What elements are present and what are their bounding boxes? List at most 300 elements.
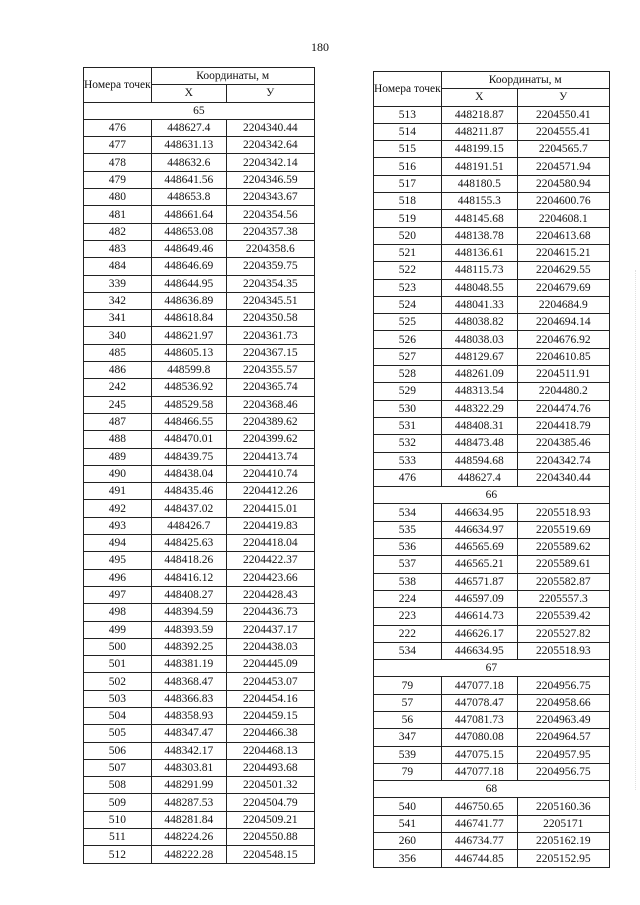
point-number-cell: 540 bbox=[374, 798, 442, 815]
x-coordinate-cell: 448644.95 bbox=[151, 275, 226, 292]
y-coordinate-cell: 2205527.82 bbox=[517, 625, 609, 642]
table-row bbox=[84, 846, 315, 863]
x-coordinate-cell: 448180.5 bbox=[441, 175, 517, 192]
table-row bbox=[84, 638, 315, 655]
table-row bbox=[84, 292, 315, 309]
section-label: 68 bbox=[374, 781, 610, 798]
x-coordinate-cell: 448381.19 bbox=[151, 656, 226, 673]
point-number-cell: 494 bbox=[84, 535, 152, 552]
x-coordinate-cell: 448618.84 bbox=[151, 310, 226, 327]
x-coordinate-cell: 446734.77 bbox=[441, 833, 517, 850]
point-number-cell: 260 bbox=[374, 833, 442, 850]
table-row bbox=[374, 314, 610, 331]
x-coordinate-cell: 448145.68 bbox=[441, 210, 517, 227]
point-number-cell: 509 bbox=[84, 794, 152, 811]
header-x: X bbox=[151, 85, 226, 102]
page-number: 180 bbox=[311, 40, 329, 54]
x-coordinate-cell: 448303.81 bbox=[151, 759, 226, 776]
y-coordinate-cell: 2205589.62 bbox=[517, 539, 609, 556]
table-row bbox=[84, 552, 315, 569]
x-coordinate-cell: 448366.83 bbox=[151, 690, 226, 707]
x-coordinate-cell: 447075.15 bbox=[441, 746, 517, 763]
y-coordinate-cell: 2204428.43 bbox=[226, 586, 314, 603]
x-coordinate-cell: 446634.95 bbox=[441, 504, 517, 521]
x-coordinate-cell: 448368.47 bbox=[151, 673, 226, 690]
point-number-cell: 532 bbox=[374, 435, 442, 452]
x-coordinate-cell: 448653.8 bbox=[151, 189, 226, 206]
x-coordinate-cell: 448636.89 bbox=[151, 292, 226, 309]
table-row bbox=[84, 275, 315, 292]
x-coordinate-cell: 448199.15 bbox=[441, 141, 517, 158]
y-coordinate-cell: 2204342.14 bbox=[226, 154, 314, 171]
point-number-cell: 222 bbox=[374, 625, 442, 642]
y-coordinate-cell: 2204504.79 bbox=[226, 794, 314, 811]
point-number-cell: 517 bbox=[374, 175, 442, 192]
point-number-cell: 513 bbox=[374, 106, 442, 123]
point-number-cell: 497 bbox=[84, 586, 152, 603]
y-coordinate-cell: 2204550.88 bbox=[226, 829, 314, 846]
x-coordinate-cell: 446634.95 bbox=[441, 642, 517, 659]
x-coordinate-cell: 448661.64 bbox=[151, 206, 226, 223]
x-coordinate-cell: 448605.13 bbox=[151, 344, 226, 361]
y-coordinate-cell: 2204548.15 bbox=[226, 846, 314, 863]
table-row bbox=[84, 811, 315, 828]
x-coordinate-cell: 448218.87 bbox=[441, 106, 517, 123]
table-row bbox=[374, 175, 610, 192]
table-row bbox=[84, 327, 315, 344]
right-table-body bbox=[374, 106, 610, 867]
x-coordinate-cell: 448392.25 bbox=[151, 638, 226, 655]
y-coordinate-cell: 2204438.03 bbox=[226, 638, 314, 655]
x-coordinate-cell: 446597.09 bbox=[441, 590, 517, 607]
point-number-cell: 539 bbox=[374, 746, 442, 763]
point-number-cell: 482 bbox=[84, 223, 152, 240]
x-coordinate-cell: 448287.53 bbox=[151, 794, 226, 811]
table-row bbox=[374, 850, 610, 867]
scan-edge-marks bbox=[629, 270, 636, 790]
table-row bbox=[374, 106, 610, 123]
x-coordinate-cell: 448211.87 bbox=[441, 123, 517, 140]
y-coordinate-cell: 2204956.75 bbox=[517, 763, 609, 780]
point-number-cell: 505 bbox=[84, 725, 152, 742]
table-row bbox=[374, 331, 610, 348]
y-coordinate-cell: 2204354.56 bbox=[226, 206, 314, 223]
section-label: 65 bbox=[84, 102, 315, 119]
x-coordinate-cell: 448394.59 bbox=[151, 604, 226, 621]
point-number-cell: 486 bbox=[84, 362, 152, 379]
y-coordinate-cell: 2204615.21 bbox=[517, 244, 609, 261]
y-coordinate-cell: 2204565.7 bbox=[517, 141, 609, 158]
table-row bbox=[374, 262, 610, 279]
table-row bbox=[374, 348, 610, 365]
header-y: У bbox=[517, 89, 609, 106]
x-coordinate-cell: 448408.27 bbox=[151, 586, 226, 603]
table-row bbox=[374, 227, 610, 244]
table-row bbox=[374, 210, 610, 227]
x-coordinate-cell: 447077.18 bbox=[441, 677, 517, 694]
table-row bbox=[84, 379, 315, 396]
table-row bbox=[374, 815, 610, 832]
section-row bbox=[374, 487, 610, 504]
point-number-cell: 528 bbox=[374, 366, 442, 383]
table-row bbox=[84, 431, 315, 448]
point-number-cell: 538 bbox=[374, 573, 442, 590]
table-row bbox=[84, 154, 315, 171]
x-coordinate-cell: 447081.73 bbox=[441, 711, 517, 728]
x-coordinate-cell: 448439.75 bbox=[151, 448, 226, 465]
point-number-cell: 480 bbox=[84, 189, 152, 206]
x-coordinate-cell: 448646.69 bbox=[151, 258, 226, 275]
x-coordinate-cell: 448594.68 bbox=[441, 452, 517, 469]
table-row bbox=[374, 729, 610, 746]
y-coordinate-cell: 2204367.15 bbox=[226, 344, 314, 361]
point-number-cell: 501 bbox=[84, 656, 152, 673]
table-row bbox=[374, 469, 610, 486]
point-number-cell: 533 bbox=[374, 452, 442, 469]
y-coordinate-cell: 2204365.74 bbox=[226, 379, 314, 396]
point-number-cell: 503 bbox=[84, 690, 152, 707]
y-coordinate-cell: 2204474.76 bbox=[517, 400, 609, 417]
x-coordinate-cell: 448041.33 bbox=[441, 296, 517, 313]
y-coordinate-cell: 2204608.1 bbox=[517, 210, 609, 227]
table-row bbox=[374, 193, 610, 210]
y-coordinate-cell: 2204963.49 bbox=[517, 711, 609, 728]
table-row bbox=[374, 244, 610, 261]
y-coordinate-cell: 2204399.62 bbox=[226, 431, 314, 448]
y-coordinate-cell: 2204555.41 bbox=[517, 123, 609, 140]
point-number-cell: 525 bbox=[374, 314, 442, 331]
table-row bbox=[84, 569, 315, 586]
point-number-cell: 491 bbox=[84, 483, 152, 500]
table-row bbox=[374, 711, 610, 728]
y-coordinate-cell: 2204580.94 bbox=[517, 175, 609, 192]
left-table-body bbox=[84, 102, 315, 863]
table-row bbox=[374, 158, 610, 175]
point-number-cell: 520 bbox=[374, 227, 442, 244]
y-coordinate-cell: 2204493.68 bbox=[226, 759, 314, 776]
table-row bbox=[374, 296, 610, 313]
point-number-cell: 519 bbox=[374, 210, 442, 227]
table-row bbox=[84, 517, 315, 534]
table-row bbox=[374, 625, 610, 642]
x-coordinate-cell: 448138.78 bbox=[441, 227, 517, 244]
table-row bbox=[374, 504, 610, 521]
x-coordinate-cell: 448466.55 bbox=[151, 413, 226, 430]
x-coordinate-cell: 448281.84 bbox=[151, 811, 226, 828]
table-row bbox=[84, 586, 315, 603]
table-row bbox=[84, 707, 315, 724]
table-row bbox=[84, 258, 315, 275]
point-number-cell: 516 bbox=[374, 158, 442, 175]
section-label: 66 bbox=[374, 487, 610, 504]
x-coordinate-cell: 448649.46 bbox=[151, 240, 226, 257]
table-row bbox=[84, 362, 315, 379]
table-row bbox=[84, 119, 315, 136]
point-number-cell: 524 bbox=[374, 296, 442, 313]
y-coordinate-cell: 2204389.62 bbox=[226, 413, 314, 430]
x-coordinate-cell: 448627.4 bbox=[151, 119, 226, 136]
x-coordinate-cell: 448632.6 bbox=[151, 154, 226, 171]
x-coordinate-cell: 448529.58 bbox=[151, 396, 226, 413]
header-coordinates: Координаты, м bbox=[441, 72, 609, 89]
y-coordinate-cell: 2204418.04 bbox=[226, 535, 314, 552]
x-coordinate-cell: 448437.02 bbox=[151, 500, 226, 517]
point-number-cell: 224 bbox=[374, 590, 442, 607]
point-number-cell: 522 bbox=[374, 262, 442, 279]
header-point-numbers: Номера точек bbox=[84, 68, 152, 103]
point-number-cell: 79 bbox=[374, 763, 442, 780]
point-number-cell: 223 bbox=[374, 608, 442, 625]
x-coordinate-cell: 448641.56 bbox=[151, 171, 226, 188]
point-number-cell: 481 bbox=[84, 206, 152, 223]
x-coordinate-cell: 448038.82 bbox=[441, 314, 517, 331]
table-row bbox=[84, 535, 315, 552]
table-row bbox=[84, 742, 315, 759]
table-row bbox=[374, 573, 610, 590]
x-coordinate-cell: 448435.46 bbox=[151, 483, 226, 500]
y-coordinate-cell: 2204613.68 bbox=[517, 227, 609, 244]
point-number-cell: 514 bbox=[374, 123, 442, 140]
x-coordinate-cell: 448473.48 bbox=[441, 435, 517, 452]
point-number-cell: 535 bbox=[374, 521, 442, 538]
x-coordinate-cell: 448191.51 bbox=[441, 158, 517, 175]
y-coordinate-cell: 2205557.3 bbox=[517, 590, 609, 607]
y-coordinate-cell: 2204340.44 bbox=[226, 119, 314, 136]
table-row bbox=[374, 763, 610, 780]
point-number-cell: 502 bbox=[84, 673, 152, 690]
point-number-cell: 479 bbox=[84, 171, 152, 188]
coordinates-table-left bbox=[83, 67, 315, 864]
y-coordinate-cell: 2204956.75 bbox=[517, 677, 609, 694]
y-coordinate-cell: 2204346.59 bbox=[226, 171, 314, 188]
point-number-cell: 242 bbox=[84, 379, 152, 396]
point-number-cell: 245 bbox=[84, 396, 152, 413]
y-coordinate-cell: 2204459.15 bbox=[226, 707, 314, 724]
point-number-cell: 56 bbox=[374, 711, 442, 728]
y-coordinate-cell: 2204418.79 bbox=[517, 417, 609, 434]
y-coordinate-cell: 2204501.32 bbox=[226, 777, 314, 794]
table-row bbox=[84, 725, 315, 742]
x-coordinate-cell: 447080.08 bbox=[441, 729, 517, 746]
point-number-cell: 356 bbox=[374, 850, 442, 867]
x-coordinate-cell: 448438.04 bbox=[151, 465, 226, 482]
x-coordinate-cell: 448342.17 bbox=[151, 742, 226, 759]
table-row bbox=[374, 746, 610, 763]
y-coordinate-cell: 2205162.19 bbox=[517, 833, 609, 850]
y-coordinate-cell: 2205539.42 bbox=[517, 608, 609, 625]
header-y: У bbox=[226, 85, 314, 102]
x-coordinate-cell: 448393.59 bbox=[151, 621, 226, 638]
table-row bbox=[374, 383, 610, 400]
point-number-cell: 477 bbox=[84, 137, 152, 154]
y-coordinate-cell: 2204385.46 bbox=[517, 435, 609, 452]
y-coordinate-cell: 2204676.92 bbox=[517, 331, 609, 348]
point-number-cell: 518 bbox=[374, 193, 442, 210]
table-row bbox=[84, 137, 315, 154]
point-number-cell: 483 bbox=[84, 240, 152, 257]
y-coordinate-cell: 2205589.61 bbox=[517, 556, 609, 573]
x-coordinate-cell: 448426.7 bbox=[151, 517, 226, 534]
point-number-cell: 478 bbox=[84, 154, 152, 171]
x-coordinate-cell: 448038.03 bbox=[441, 331, 517, 348]
point-number-cell: 339 bbox=[84, 275, 152, 292]
point-number-cell: 499 bbox=[84, 621, 152, 638]
x-coordinate-cell: 448261.09 bbox=[441, 366, 517, 383]
point-number-cell: 529 bbox=[374, 383, 442, 400]
y-coordinate-cell: 2204445.09 bbox=[226, 656, 314, 673]
table-row bbox=[374, 400, 610, 417]
point-number-cell: 495 bbox=[84, 552, 152, 569]
y-coordinate-cell: 2204355.57 bbox=[226, 362, 314, 379]
x-coordinate-cell: 448416.12 bbox=[151, 569, 226, 586]
y-coordinate-cell: 2204419.83 bbox=[226, 517, 314, 534]
y-coordinate-cell: 2204694.14 bbox=[517, 314, 609, 331]
table-row bbox=[84, 656, 315, 673]
x-coordinate-cell: 446634.97 bbox=[441, 521, 517, 538]
x-coordinate-cell: 448291.99 bbox=[151, 777, 226, 794]
y-coordinate-cell: 2204343.67 bbox=[226, 189, 314, 206]
x-coordinate-cell: 448129.67 bbox=[441, 348, 517, 365]
point-number-cell: 534 bbox=[374, 642, 442, 659]
point-number-cell: 341 bbox=[84, 310, 152, 327]
x-coordinate-cell: 448155.3 bbox=[441, 193, 517, 210]
x-coordinate-cell: 448621.97 bbox=[151, 327, 226, 344]
point-number-cell: 512 bbox=[84, 846, 152, 863]
x-coordinate-cell: 446614.73 bbox=[441, 608, 517, 625]
table-row bbox=[374, 452, 610, 469]
x-coordinate-cell: 448536.92 bbox=[151, 379, 226, 396]
y-coordinate-cell: 2205519.69 bbox=[517, 521, 609, 538]
table-row bbox=[84, 777, 315, 794]
point-number-cell: 504 bbox=[84, 707, 152, 724]
y-coordinate-cell: 2204684.9 bbox=[517, 296, 609, 313]
table-row bbox=[84, 621, 315, 638]
section-row bbox=[374, 660, 610, 677]
y-coordinate-cell: 2204468.13 bbox=[226, 742, 314, 759]
table-row bbox=[84, 396, 315, 413]
y-coordinate-cell: 2205518.93 bbox=[517, 642, 609, 659]
point-number-cell: 510 bbox=[84, 811, 152, 828]
section-row bbox=[84, 102, 315, 119]
x-coordinate-cell: 448653.08 bbox=[151, 223, 226, 240]
y-coordinate-cell: 2204679.69 bbox=[517, 279, 609, 296]
point-number-cell: 476 bbox=[374, 469, 442, 486]
table-row bbox=[84, 171, 315, 188]
y-coordinate-cell: 2204359.75 bbox=[226, 258, 314, 275]
table-row bbox=[374, 833, 610, 850]
y-coordinate-cell: 2204957.95 bbox=[517, 746, 609, 763]
point-number-cell: 523 bbox=[374, 279, 442, 296]
point-number-cell: 484 bbox=[84, 258, 152, 275]
point-number-cell: 507 bbox=[84, 759, 152, 776]
table-row bbox=[374, 608, 610, 625]
y-coordinate-cell: 2204436.73 bbox=[226, 604, 314, 621]
table-row bbox=[84, 690, 315, 707]
x-coordinate-cell: 448470.01 bbox=[151, 431, 226, 448]
x-coordinate-cell: 446741.77 bbox=[441, 815, 517, 832]
point-number-cell: 490 bbox=[84, 465, 152, 482]
point-number-cell: 526 bbox=[374, 331, 442, 348]
y-coordinate-cell: 2204410.74 bbox=[226, 465, 314, 482]
header-x: X bbox=[441, 89, 517, 106]
table-row bbox=[84, 344, 315, 361]
point-number-cell: 531 bbox=[374, 417, 442, 434]
header-point-numbers: Номера точек bbox=[374, 72, 442, 107]
x-coordinate-cell: 448222.28 bbox=[151, 846, 226, 863]
table-row bbox=[84, 829, 315, 846]
x-coordinate-cell: 448418.26 bbox=[151, 552, 226, 569]
point-number-cell: 500 bbox=[84, 638, 152, 655]
table-row bbox=[84, 673, 315, 690]
x-coordinate-cell: 446744.85 bbox=[441, 850, 517, 867]
y-coordinate-cell: 2204358.6 bbox=[226, 240, 314, 257]
x-coordinate-cell: 446626.17 bbox=[441, 625, 517, 642]
y-coordinate-cell: 2204413.74 bbox=[226, 448, 314, 465]
table-row bbox=[84, 483, 315, 500]
x-coordinate-cell: 448425.63 bbox=[151, 535, 226, 552]
y-coordinate-cell: 2204422.37 bbox=[226, 552, 314, 569]
x-coordinate-cell: 448224.26 bbox=[151, 829, 226, 846]
y-coordinate-cell: 2204571.94 bbox=[517, 158, 609, 175]
y-coordinate-cell: 2204437.17 bbox=[226, 621, 314, 638]
y-coordinate-cell: 2204345.51 bbox=[226, 292, 314, 309]
point-number-cell: 493 bbox=[84, 517, 152, 534]
x-coordinate-cell: 446565.69 bbox=[441, 539, 517, 556]
table-row bbox=[374, 556, 610, 573]
x-coordinate-cell: 446571.87 bbox=[441, 573, 517, 590]
y-coordinate-cell: 2204412.26 bbox=[226, 483, 314, 500]
y-coordinate-cell: 2204600.76 bbox=[517, 193, 609, 210]
y-coordinate-cell: 2205152.95 bbox=[517, 850, 609, 867]
table-row bbox=[374, 798, 610, 815]
y-coordinate-cell: 2204368.46 bbox=[226, 396, 314, 413]
y-coordinate-cell: 2204466.38 bbox=[226, 725, 314, 742]
point-number-cell: 541 bbox=[374, 815, 442, 832]
table-row bbox=[84, 413, 315, 430]
section-row bbox=[374, 781, 610, 798]
x-coordinate-cell: 447078.47 bbox=[441, 694, 517, 711]
table-row bbox=[84, 465, 315, 482]
y-coordinate-cell: 2204610.85 bbox=[517, 348, 609, 365]
table-row bbox=[84, 794, 315, 811]
x-coordinate-cell: 448347.47 bbox=[151, 725, 226, 742]
y-coordinate-cell: 2204964.57 bbox=[517, 729, 609, 746]
point-number-cell: 511 bbox=[84, 829, 152, 846]
table-row bbox=[84, 206, 315, 223]
point-number-cell: 530 bbox=[374, 400, 442, 417]
x-coordinate-cell: 448048.55 bbox=[441, 279, 517, 296]
table-row bbox=[84, 189, 315, 206]
table-row bbox=[374, 677, 610, 694]
point-number-cell: 536 bbox=[374, 539, 442, 556]
point-number-cell: 521 bbox=[374, 244, 442, 261]
x-coordinate-cell: 446565.21 bbox=[441, 556, 517, 573]
point-number-cell: 515 bbox=[374, 141, 442, 158]
point-number-cell: 488 bbox=[84, 431, 152, 448]
point-number-cell: 487 bbox=[84, 413, 152, 430]
x-coordinate-cell: 448599.8 bbox=[151, 362, 226, 379]
y-coordinate-cell: 2204511.91 bbox=[517, 366, 609, 383]
header-coordinates: Координаты, м bbox=[151, 68, 314, 85]
section-label: 67 bbox=[374, 660, 610, 677]
coordinates-table-right bbox=[373, 71, 610, 868]
y-coordinate-cell: 2204354.35 bbox=[226, 275, 314, 292]
x-coordinate-cell: 448631.13 bbox=[151, 137, 226, 154]
y-coordinate-cell: 2204357.38 bbox=[226, 223, 314, 240]
point-number-cell: 537 bbox=[374, 556, 442, 573]
point-number-cell: 496 bbox=[84, 569, 152, 586]
point-number-cell: 485 bbox=[84, 344, 152, 361]
